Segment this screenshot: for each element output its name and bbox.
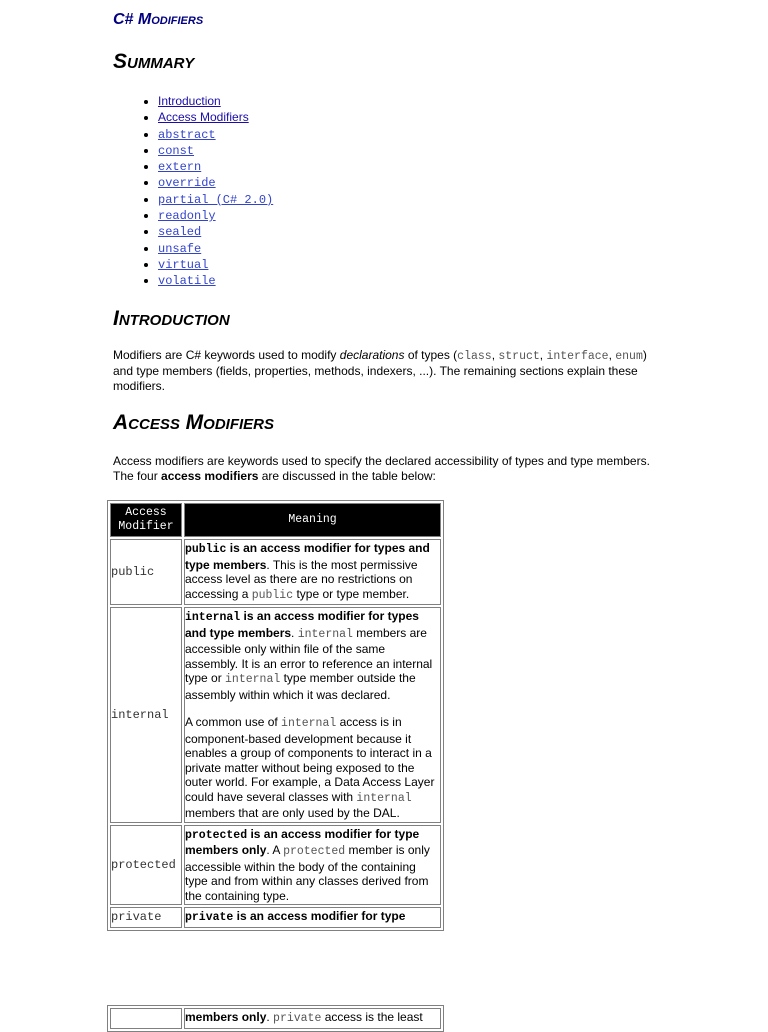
link-sealed[interactable]: sealed: [158, 225, 202, 240]
document-title: C# Modifiers: [113, 11, 204, 28]
keyword: internal: [225, 673, 281, 686]
list-item: [158, 158, 273, 174]
cell-text: access is in component-based development because it enables a group of components to interact in a private matter without being exposed to the outer world. For example, a Data Access Layer could have several classes with: [185, 715, 435, 804]
intro-text: of types (: [404, 348, 458, 362]
list-item: [158, 207, 273, 223]
list-item: [158, 272, 273, 288]
access-modifiers-table: [107, 500, 444, 931]
link-introduction[interactable]: Introduction: [158, 94, 221, 108]
link-virtual[interactable]: virtual: [158, 257, 209, 272]
access-text: Access modifiers are keywords used to specify the declared accessibility of types and type members. The four: [113, 454, 650, 483]
link-extern[interactable]: extern: [158, 160, 202, 175]
keyword: public: [251, 588, 294, 602]
table-row: [110, 539, 441, 605]
keyword: private: [273, 1012, 322, 1025]
modifier-name-empty: [110, 1008, 182, 1029]
modifier-name-public: public: [110, 539, 182, 605]
keyword-bold: protected: [185, 828, 248, 842]
modifier-name-internal: internal: [110, 607, 182, 823]
keyword-bold: public: [185, 543, 227, 556]
summary-list: [138, 93, 273, 289]
keyword-struct: struct: [498, 350, 540, 363]
cell-text: access is the least: [321, 1010, 423, 1024]
modifier-meaning-internal: [184, 607, 441, 823]
modifier-name-private: private: [110, 907, 182, 928]
intro-separator: ,: [608, 348, 616, 362]
keyword-bold: private: [185, 911, 234, 924]
keyword-class: class: [457, 350, 492, 363]
bold-text: is an access modifier for types and type members: [185, 609, 419, 640]
keyword-bold: internal: [185, 611, 241, 624]
keyword: protected: [283, 845, 346, 858]
link-readonly[interactable]: readonly: [158, 209, 216, 224]
list-item: [158, 256, 273, 272]
cell-text: .: [291, 625, 298, 640]
table-row: [110, 607, 441, 823]
link-volatile[interactable]: volatile: [158, 274, 216, 289]
cell-text: type member outside the assembly within which it was declared.: [185, 671, 416, 702]
cell-text: members that are only used by the DAL.: [185, 806, 400, 820]
link-const[interactable]: const: [158, 143, 195, 158]
list-item: [158, 126, 273, 142]
cell-text: .: [266, 1010, 274, 1024]
bold-text: is an access modifier for type members only: [185, 826, 420, 857]
link-unsafe[interactable]: unsafe: [158, 241, 202, 256]
link-abstract[interactable]: abstract: [158, 127, 216, 142]
cell-text: . A: [266, 843, 284, 857]
intro-text: Modifiers are C# keywords used to modify: [113, 348, 340, 362]
intro-separator: ,: [491, 348, 499, 362]
list-item: [158, 191, 273, 207]
keyword-interface: interface: [546, 350, 609, 363]
introduction-paragraph: [113, 348, 653, 394]
column-header-meaning: Meaning: [184, 503, 441, 537]
cell-text: members are accessible only within file of the same assembly. It is an error to reference an internal type or: [185, 625, 433, 685]
cell-text: A common use of: [185, 715, 282, 729]
cell-text: . This is the most permissive access level as there are no restrictions on accessing a: [185, 557, 418, 601]
modifier-meaning-private: [184, 907, 441, 928]
intro-separator: ,: [539, 348, 547, 362]
table-header-row: [110, 503, 441, 537]
modifier-name-protected: protected: [110, 825, 182, 906]
modifier-meaning-public: [184, 539, 441, 605]
bold-text: members only: [185, 1010, 267, 1024]
access-modifiers-paragraph: [113, 454, 653, 484]
link-override[interactable]: override: [158, 176, 216, 191]
list-item: [158, 223, 273, 239]
keyword: internal: [281, 717, 337, 730]
intro-emphasis: declarations: [339, 348, 405, 362]
table-row: [110, 907, 441, 928]
table-row: [110, 825, 441, 906]
list-item: [158, 109, 273, 125]
keyword-enum: enum: [615, 350, 643, 363]
access-modifiers-heading: Access Modifiers: [113, 411, 275, 434]
list-item: [158, 240, 273, 256]
column-header-access-modifier: Access Modifier: [110, 503, 182, 537]
access-bold: access modifiers: [161, 469, 259, 483]
list-item: [158, 93, 273, 109]
bold-text: is an access modifier for type: [233, 909, 406, 923]
summary-heading: Summary: [113, 50, 195, 73]
link-access-modifiers[interactable]: Access Modifiers: [158, 110, 249, 125]
access-modifiers-table-continued: [107, 1005, 444, 1032]
modifier-meaning-protected: [184, 825, 441, 906]
intro-text: ) and type members (fields, properties, methods, indexers, ...). The remaining sections explain these modifiers.: [113, 348, 647, 393]
cell-text: type or type member.: [293, 586, 410, 601]
introduction-heading: Introduction: [113, 307, 230, 330]
access-text: are discussed in the table below:: [258, 469, 436, 483]
table-row: [110, 1008, 441, 1029]
keyword: internal: [297, 627, 353, 641]
list-item: [158, 174, 273, 190]
list-item: [158, 142, 273, 158]
bold-text: is an access modifier for types and type members: [185, 541, 430, 572]
cell-text: member is only accessible within the body of the containing type and from within any classes derived from the containing type.: [185, 843, 430, 903]
modifier-meaning-private-continued: [184, 1008, 441, 1029]
link-partial[interactable]: partial (C# 2.0): [158, 192, 274, 207]
keyword: internal: [356, 791, 412, 805]
